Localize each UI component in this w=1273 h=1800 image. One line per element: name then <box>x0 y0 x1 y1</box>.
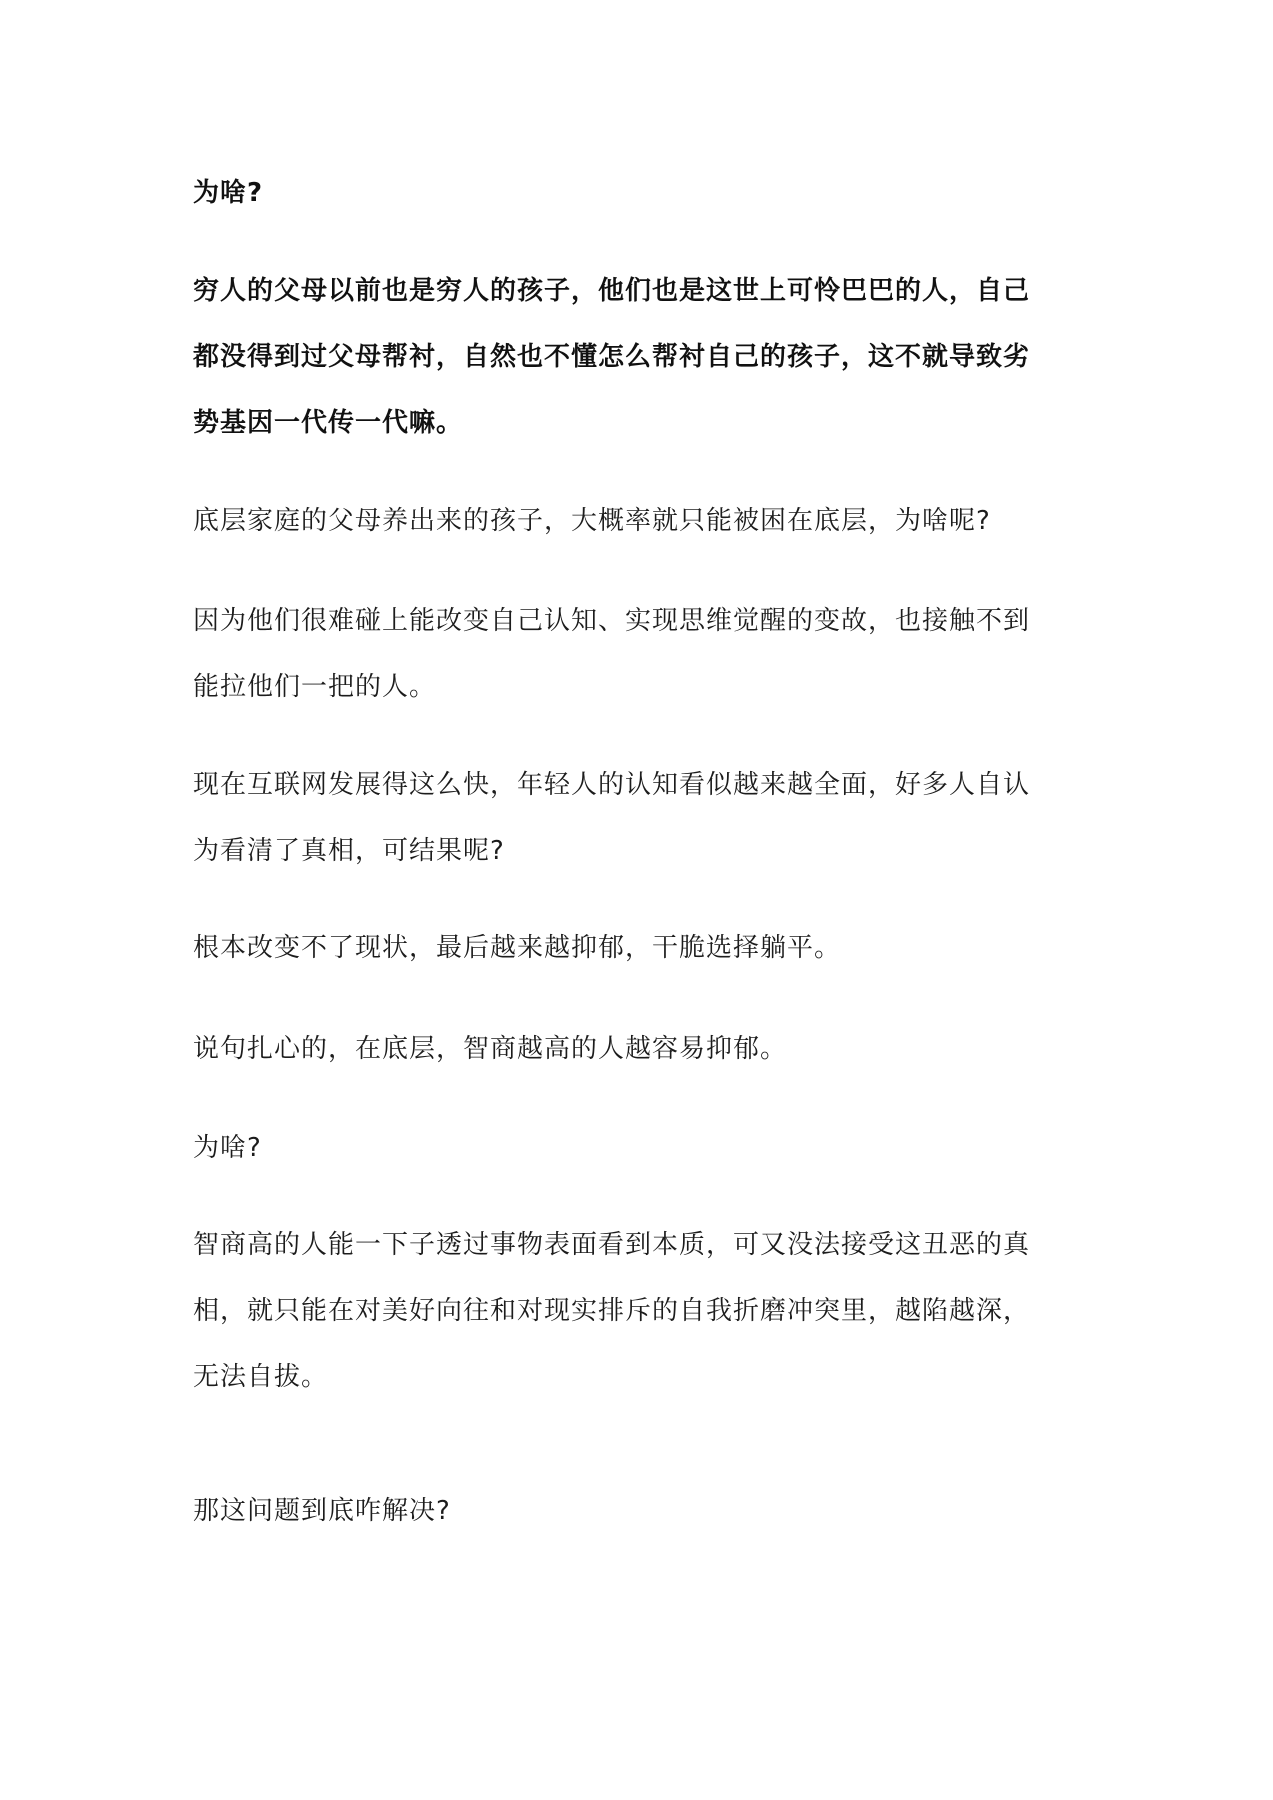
paragraph-cognition <box>193 588 1093 720</box>
text-line: 为看清了真相，可结果呢? <box>193 836 505 866</box>
text-line: 都没得到过父母帮衬，自然也不懂怎么帮衬自己的孩子，这不就导致劣 <box>193 342 1031 372</box>
text-line: 说句扎心的，在底层，智商越高的人越容易抑郁。 <box>193 1034 788 1064</box>
paragraph-iq-depression <box>193 1016 1093 1082</box>
text-line: 现在互联网发展得这么快，年轻人的认知看似越来越全面，好多人自认 <box>193 770 1031 800</box>
text-line: 为啥? <box>193 1133 262 1163</box>
paragraph-question-2 <box>193 1115 1093 1181</box>
paragraph-high-iq <box>193 1212 1093 1410</box>
text-line: 因为他们很难碰上能改变自己认知、实现思维觉醒的变故，也接触不到 <box>193 606 1031 636</box>
paragraph-lie-flat <box>193 915 1093 981</box>
text-line: 根本改变不了现状，最后越来越抑郁，干脆选择躺平。 <box>193 933 842 963</box>
text-line: 势基因一代传一代嘛。 <box>193 408 464 438</box>
paragraph-solution-question <box>193 1478 1093 1544</box>
text-line: 智商高的人能一下子透过事物表面看到本质，可又没法接受这丑恶的真 <box>193 1230 1031 1260</box>
paragraph-internet <box>193 752 1093 884</box>
text-line: 相，就只能在对美好向往和对现实排斥的自我折磨冲突里，越陷越深， <box>193 1296 1031 1326</box>
text-line: 那这问题到底咋解决? <box>193 1496 451 1526</box>
paragraph-poor-parents <box>193 258 1093 456</box>
paragraph-question-1 <box>193 160 1093 226</box>
text-line: 穷人的父母以前也是穷人的孩子，他们也是这世上可怜巴巴的人，自己 <box>193 276 1031 306</box>
paragraph-bottom-families <box>193 488 1093 554</box>
text-line: 无法自拔。 <box>193 1362 329 1392</box>
text-line: 能拉他们一把的人。 <box>193 672 437 702</box>
text-line: 底层家庭的父母养出来的孩子，大概率就只能被困在底层，为啥呢? <box>193 506 991 536</box>
text-line: 为啥? <box>193 178 264 208</box>
